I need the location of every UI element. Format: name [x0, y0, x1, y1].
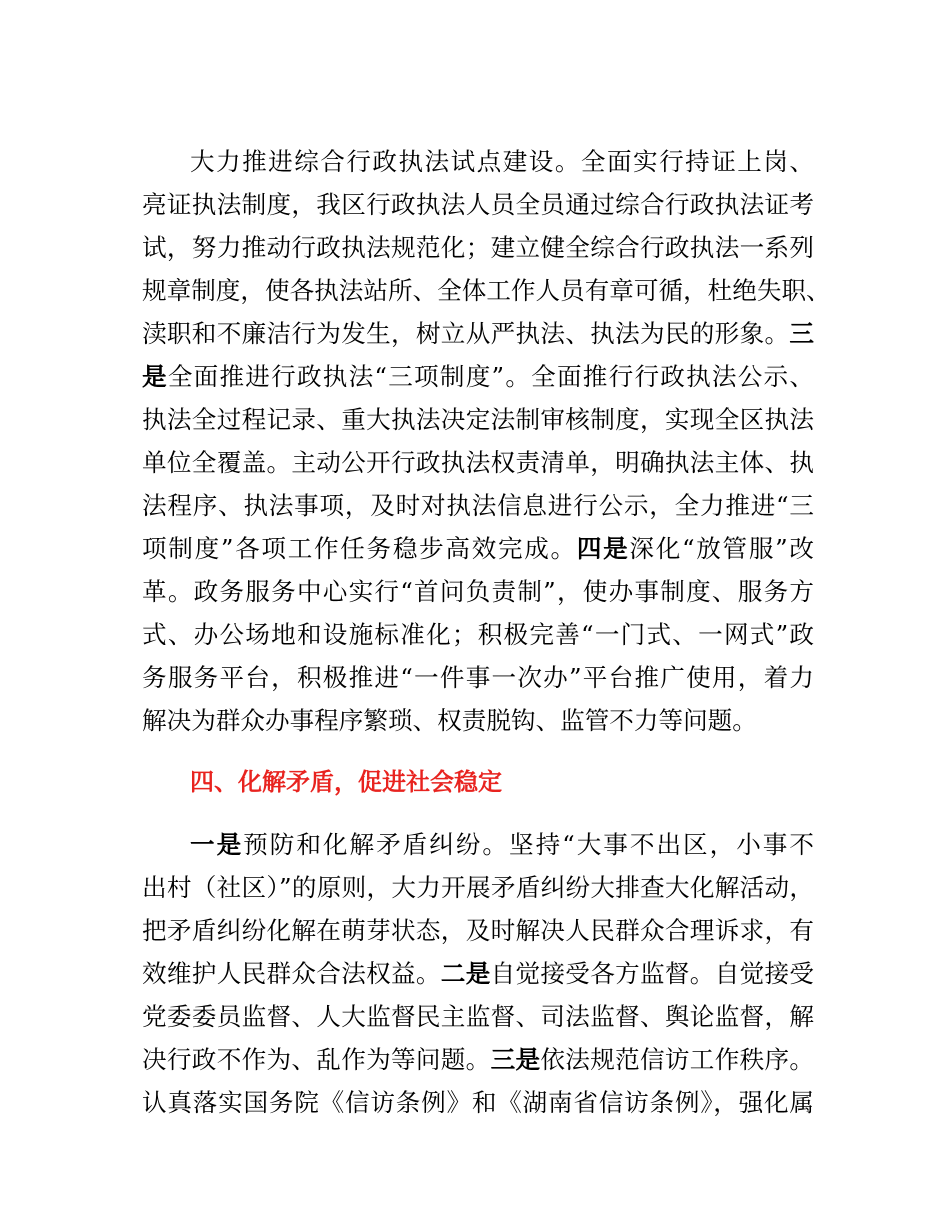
- text-span: 单位全覆盖。主动公开行政执法权责清单，明确执法主体、执: [142, 448, 814, 477]
- text-line: [142, 952, 814, 995]
- text-line: [142, 527, 814, 570]
- text-span: 出村（社区）”的原则，大力开展矛盾纠纷大排查大化解活动，: [142, 873, 814, 902]
- text-span: 解决为群众办事程序繁琐、权责脱钩、监管不力等问题。: [142, 706, 757, 735]
- text-span: 依法规范信访工作秩序。: [540, 1045, 814, 1074]
- text-span: 党委委员监督、人大监督民主监督、司法监督、舆论监督，解: [142, 1002, 814, 1031]
- text-span: 亮证执法制度，我区行政执法人员全员通过综合行政执法证考: [142, 190, 814, 219]
- text-span: 式、办公场地和设施标准化；积极完善“一门式、一网式”政: [142, 620, 814, 649]
- text-span: 项制度”各项工作任务稳步高效完成。: [142, 534, 577, 563]
- text-line: [142, 1081, 814, 1124]
- text-line: [142, 570, 814, 613]
- text-line: [142, 269, 831, 312]
- text-span: 认真落实国务院《信访条例》和《湖南省信访条例》，强化属: [142, 1088, 814, 1117]
- text-line: [142, 398, 814, 441]
- text-line: [142, 699, 814, 742]
- text-span: 自觉接受各方监督。自觉接受: [490, 959, 814, 988]
- text-line: [142, 613, 814, 656]
- text-line: [142, 866, 814, 909]
- text-span: 渎职和不廉洁行为发生，树立从严执法、执法为民的形象。: [142, 319, 790, 348]
- paragraph-resolve-conflicts: [142, 823, 814, 1124]
- text-span: 决行政不作为、乱作为等问题。: [142, 1045, 491, 1074]
- text-line: [142, 995, 814, 1038]
- text-span: 效维护人民群众合法权益。: [142, 959, 441, 988]
- section-heading: 四、化解矛盾，促进社会稳定: [190, 768, 502, 796]
- text-line: [142, 312, 814, 355]
- text-span: 大力推进综合行政执法试点建设。全面实行持证上岗、: [190, 147, 814, 176]
- text-span: 全面推进行政执法“三项制度”。全面推行行政执法公示、: [167, 362, 814, 391]
- text-span: 务服务平台，积极推进“一件事一次办”平台推广使用，着力: [142, 663, 814, 692]
- text-span: 规章制度，使各执法站所、全体工作人员有章可循，杜绝失职、: [142, 276, 831, 305]
- bold-marker: 是: [142, 362, 168, 391]
- text-line: [142, 183, 814, 226]
- text-line: [142, 140, 814, 183]
- document-body: [142, 140, 831, 1124]
- bold-marker: 四是: [576, 534, 630, 563]
- text-line: [142, 1038, 814, 1081]
- text-line: [142, 226, 814, 269]
- bold-marker: 二是: [440, 959, 491, 988]
- text-span: 把矛盾纠纷化解在萌芽状态，及时解决人民群众合理诉求，有: [142, 916, 814, 945]
- text-span: 法程序、执法事项，及时对执法信息进行公示，全力推进“三: [142, 491, 814, 520]
- text-span: 执法全过程记录、重大执法决定法制审核制度，实现全区执法: [142, 405, 814, 434]
- text-span: 试，努力推动行政执法规范化；建立健全综合行政执法一系列: [142, 233, 814, 262]
- text-line: [142, 823, 814, 866]
- text-span: 深化“放管服”改: [629, 534, 814, 563]
- text-line: [142, 484, 814, 527]
- text-line: [142, 656, 814, 699]
- text-line: [142, 355, 814, 398]
- paragraph-law-enforcement: [142, 140, 831, 742]
- bold-marker: 一是: [190, 830, 244, 859]
- bold-marker: 三是: [490, 1045, 541, 1074]
- bold-marker: 三: [789, 319, 814, 348]
- text-line: [142, 441, 814, 484]
- text-span: 预防和化解矛盾纠纷。坚持“大事不出区，小事不: [243, 830, 814, 859]
- text-span: 革。政务服务中心实行“首问负责制”，使办事制度、服务方: [142, 577, 814, 606]
- text-line: [142, 909, 814, 952]
